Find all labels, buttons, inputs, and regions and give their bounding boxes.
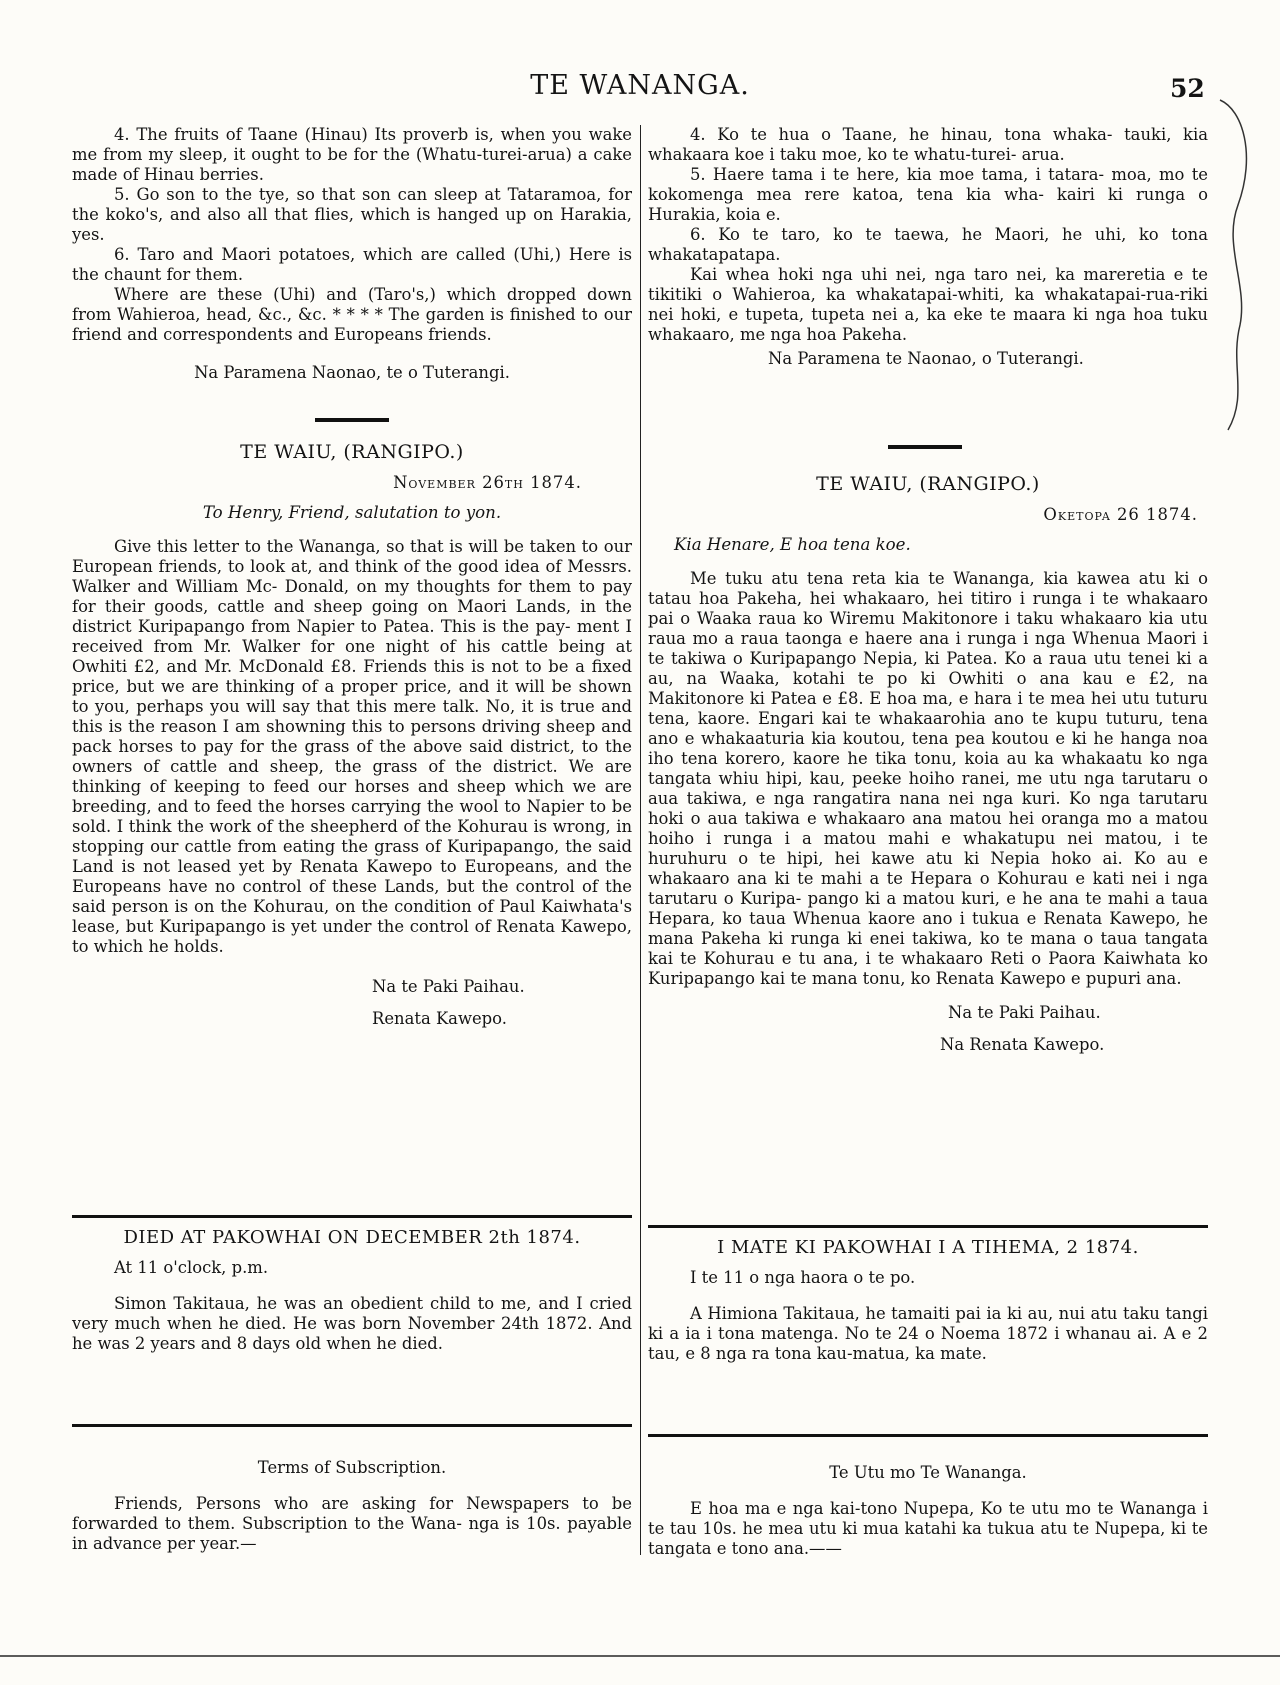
section-rule	[72, 1215, 632, 1218]
section-rule	[72, 1424, 632, 1427]
death-heading: DIED AT PAKOWHAI ON DECEMBER 2th 1874.	[123, 1227, 581, 1248]
section-rule	[648, 1225, 1208, 1228]
letter-body: Me tuku atu tena reta kia te Wananga, kia kawea atu ki o tatau hoa Pakeha, hei whakaaro, hei titiro i runga i te whakaaro pai o Waaka raua ko Wiremu Makitonore i taku whakaaro kia utu raua mo a raua taonga e haere ana i runga i nga Whenua Maori i te takiwa o Kuripapango Nepia, ki Patea. Ko a raua utu tenei ki a au, na Waaka, kotahi te po ki Owhiti o ana kau e £2, na Makitonore ki Patea e £8. E hoa ma, e hara i te mea hei utu tuturu tena, kaore. Engari kai te whakaarohia ano te kupu tuturu, tena ano e whakaaturia kia koutou, tena pea koutou e ki he hanga noa iho tena korero, kaore he tika tonu, koia au ka whakaatu ko nga tangata whiu hipi, kau, peeke hoiho ranei, me utu nga tarutaru o aua takiwa, e nga rangatira nana nei nga kuri. Ko nga tarutaru hoki o aua takiwa e whakaaro ana matou hei oranga mo a matou hoiho i runga i a matou mahi e whakatupu nei matou, i te huruhuru o te hipi, hei kawe atu ki Nepia hoko ai. Ko au e whakaaro ana ki te mahi a te Hepara o Kohurau e kati nei i nga tarutaru o Kuripa- pango ki a matou kuri, e he ana te mahi a taua Hepara, ko taua Whenua kaore ano i tukua e Renata Kawepo, he mana Pakeha ki runga ki enei takiwa, ko te mana o taua tangata kai te Kohurau e tu ana, i te whakaaro Reti o Paora Kaiwhata ko Kuripapango kai te mana tonu, ko Renata Kawepo e pupuri ana.	[648, 569, 1208, 988]
proverb-4: 4. The fruits of Taane (Hinau) Its proverb is, when you wake me from my sleep, it ought to be for the (Whatu-turei-arua) a cake made of Hinau berries.	[72, 125, 632, 184]
letter-signature-2: Renata Kawepo.	[372, 1009, 507, 1028]
maori-column	[648, 125, 1208, 1565]
proverb-5: 5. Haere tama i te here, kia moe tama, i tatara- moa, mo te kokomenga mea rere katoa, tena kia wha- kairi ki runga o Hurakia, koia e.	[648, 165, 1208, 224]
letter-signature-1: Na te Paki Paihau.	[948, 1003, 1101, 1022]
english-column	[72, 125, 632, 1565]
column-divider	[640, 125, 641, 1555]
death-time: I te 11 o nga haora o te po.	[690, 1268, 916, 1287]
letter-section	[648, 473, 1208, 1055]
death-heading: I MATE KI PAKOWHAI I A TIHEMA, 2 1874.	[717, 1237, 1139, 1258]
section-rule	[888, 445, 962, 449]
proverb-5: 5. Go son to the tye, so that son can sleep at Tataramoa, for the koko's, and also all that flies, which is hanged up on Harakia, yes.	[72, 185, 632, 244]
letter-salutation: To Henry, Friend, salutation to yon.	[202, 503, 502, 522]
page-edge-curl	[1218, 95, 1258, 435]
death-time: At 11 o'clock, p.m.	[114, 1258, 269, 1277]
masthead	[0, 70, 1280, 110]
subscription-heading: Te Utu mo Te Wananga.	[829, 1463, 1027, 1482]
proverb-chant: Kai whea hoki nga uhi nei, nga taro nei, ka mareretia e te tikitiki o Wahieroa, ka whakatapai-whiti, ka whakatapai-rua-riki nei hoki, e tupeta, tupeta nei a, ka eke te maara ki nga hoa tuku whakaaro, me nga hoa Pakeha.	[648, 265, 1208, 344]
death-notice-section	[72, 1227, 632, 1354]
proverb-4: 4. Ko te hua o Taane, he hinau, tona whaka- tauki, kia whakaara koe i taku moe, ko te whatu-turei- arua.	[648, 125, 1208, 164]
letter-body: Give this letter to the Wananga, so that is will be taken to our European friends, to look at, and think of the good idea of Messrs. Walker and William Mc- Donald, on my thoughts for them to pay for their goods, cattle and sheep going on Maori Lands, in the district Kuripapango from Napier to Patea. This is the pay- ment I received from Mr. Walker for one night of his cattle being at Owhiti £2, and Mr. McDonald £8. Friends this is not to be a fixed price, but we are thinking of a proper price, and it will be shown to you, perhaps you will say that this mere talk. No, it is true and this is the reason I am showning this to persons driving sheep and pack horses to pay for the grass of the above said district, to the owners of cattle and sheep, the grass of the district. We are thinking of keeping to feed our horses and sheep which we are breeding, and to feed the horses carrying the wool to Napier to be sold. I think the work of the sheepherd of the Kohurau is wrong, in stopping our cattle from eating the grass of Kuripapango, the said Land is not leased yet by Renata Kawepo to Europeans, and the Europeans have no control of these Lands, but the control of the said person is on the Kohurau, on the condition of Paul Kaiwhata's lease, but Kuripapango is yet under the control of Renata Kawepo, to which he holds.	[72, 537, 632, 956]
subscription-section	[648, 1463, 1208, 1559]
section-rule	[648, 1434, 1208, 1437]
letter-date: November 26th 1874.	[393, 473, 582, 492]
page-number: 52	[1170, 74, 1205, 103]
letter-heading: TE WAIU, (RANGIPO.)	[240, 441, 464, 463]
proverb-6: 6. Taro and Maori potatoes, which are called (Uhi,) Here is the chaunt for them.	[72, 245, 632, 284]
letter-heading: TE WAIU, (RANGIPO.)	[816, 473, 1040, 495]
proverb-6: 6. Ko te taro, ko te taewa, he Maori, he uhi, ko tona whakatapatapa.	[648, 225, 1208, 264]
subscription-section	[72, 1458, 632, 1554]
letter-signature-2: Na Renata Kawepo.	[940, 1035, 1105, 1054]
death-notice-section	[648, 1237, 1208, 1364]
letter-date: Oketopa 26 1874.	[1043, 505, 1198, 524]
newspaper-title: TE WANANGA.	[530, 70, 750, 101]
proverbs-signature: Na Paramena te Naonao, o Tuterangi.	[768, 349, 1084, 368]
subscription-heading: Terms of Subscription.	[257, 1458, 447, 1477]
letter-salutation: Kia Henare, E hoa tena koe.	[674, 535, 911, 554]
death-body: Simon Takitaua, he was an obedient child to me, and I cried very much when he died. He was born November 24th 1872. And he was 2 years and 8 days old when he died.	[72, 1294, 632, 1353]
section-rule	[315, 418, 389, 422]
page-bottom-edge	[0, 1655, 1280, 1657]
letter-signature-1: Na te Paki Paihau.	[372, 977, 525, 996]
death-body: A Himiona Takitaua, he tamaiti pai ia ki au, nui atu taku tangi ki a ia i tona matenga. No te 24 o Noema 1872 i whanau ai. A e 2 tau, e 8 nga ra tona kau-matua, ka mate.	[648, 1304, 1208, 1363]
subscription-body: E hoa ma e nga kai-tono Nupepa, Ko te utu mo te Wananga i te tau 10s. he mea utu ki mua katahi ka tukua atu te Nupepa, ki te tangata e tono ana.——	[648, 1499, 1208, 1558]
proverb-chant: Where are these (Uhi) and (Taro's,) which dropped down from Wahieroa, head, &c., &c. * * * * The garden is finished to our friend and correspondents and Europeans friends.	[72, 285, 632, 344]
proverbs-signature: Na Paramena Naonao, te o Tuterangi.	[194, 363, 510, 382]
letter-section	[72, 441, 632, 1029]
proverbs-section	[72, 125, 632, 383]
subscription-body: Friends, Persons who are asking for Newspapers to be forwarded to them. Subscription to the Wana- nga is 10s. payable in advance per year.—	[72, 1494, 632, 1553]
proverbs-section	[648, 125, 1208, 369]
